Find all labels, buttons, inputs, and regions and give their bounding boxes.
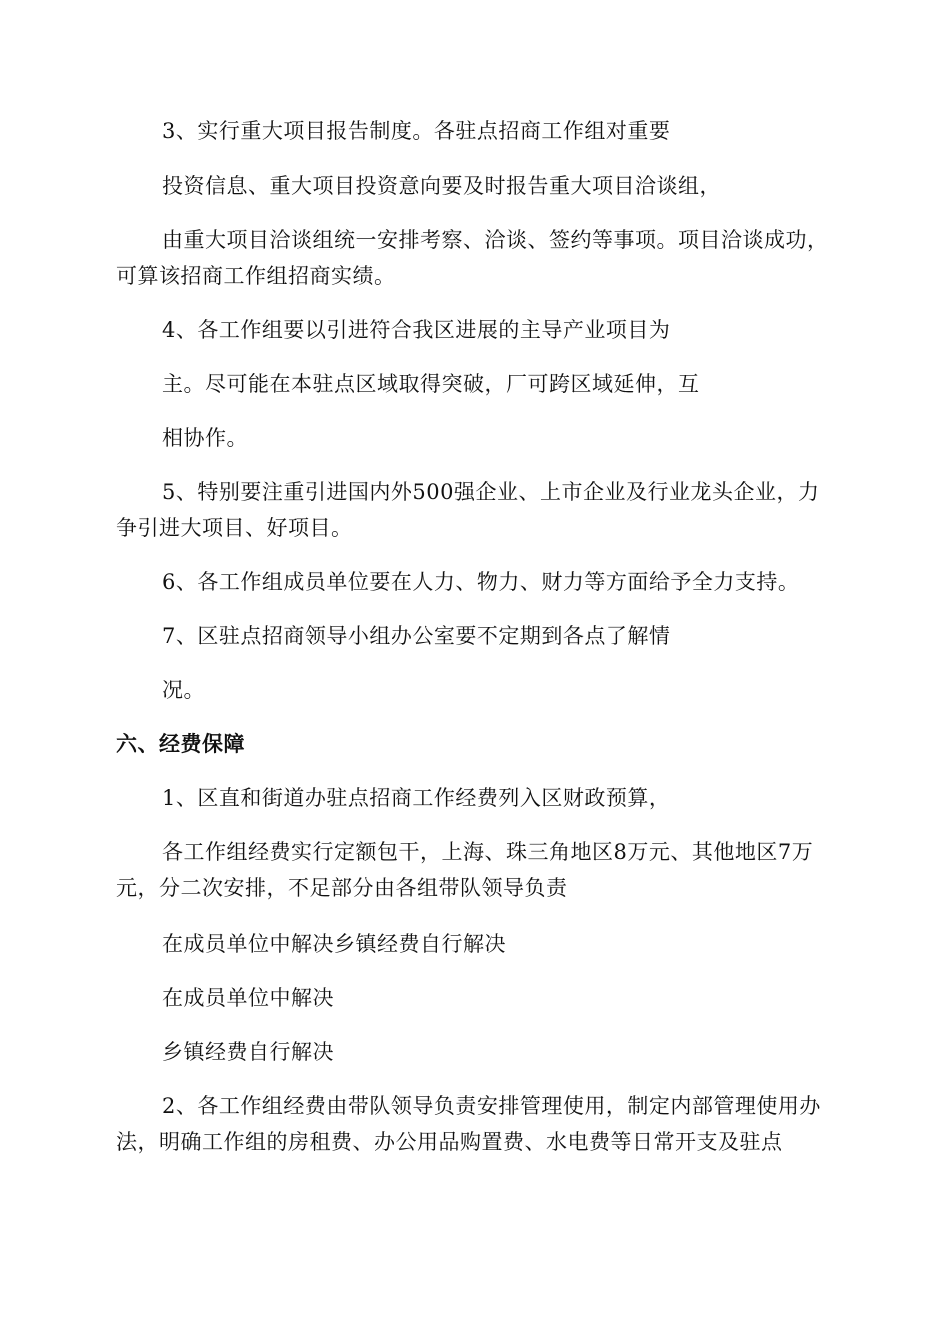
paragraph-continuation: 主。尽可能在本驻点区域取得突破，厂可跨区域延伸，互 <box>162 372 700 396</box>
paragraph-continuation: 各工作组经费实行定额包干，上海、珠三角地区8万元、其他地区7万元，分二次安排，不足部分由各组带队领导负责 <box>116 840 814 900</box>
paragraph-continuation: 乡镇经费自行解决 <box>162 1040 334 1064</box>
paragraph-funding-2: 2、各工作组经费由带队领导负责安排管理使用，制定内部管理使用办法，明确工作组的房租费、办公用品购置费、水电费等日常开支及驻点 <box>116 1094 821 1154</box>
paragraph-continuation: 在成员单位中解决 <box>162 986 334 1010</box>
paragraph-continuation: 投资信息、重大项目投资意向要及时报告重大项目洽谈组， <box>162 174 721 198</box>
paragraph-item-5: 5、特别要注重引进国内外500强企业、上市企业及行业龙头企业，力争引进大项目、好项目。 <box>116 480 820 540</box>
paragraph-continuation: 况。 <box>162 678 205 702</box>
paragraph-item-7: 7、区驻点招商领导小组办公室要不定期到各点了解情 <box>162 624 671 648</box>
paragraph-item-6: 6、各工作组成员单位要在人力、物力、财力等方面给予全力支持。 <box>162 570 800 594</box>
paragraph-item-4: 4、各工作组要以引进符合我区进展的主导产业项目为 <box>162 318 671 342</box>
paragraph-funding-1: 1、区直和街道办驻点招商工作经费列入区财政预算， <box>162 786 671 810</box>
section-heading: 六、经费保障 <box>116 731 245 756</box>
paragraph-item-3: 3、实行重大项目报告制度。各驻点招商工作组对重要 <box>162 119 671 143</box>
paragraph-continuation: 相协作。 <box>162 426 248 450</box>
paragraph-continuation: 在成员单位中解决乡镇经费自行解决 <box>162 932 506 956</box>
paragraph-continuation: 由重大项目洽谈组统一安排考察、洽谈、签约等事项。项目洽谈成功，可算该招商工作组招商实绩。 <box>116 228 829 288</box>
